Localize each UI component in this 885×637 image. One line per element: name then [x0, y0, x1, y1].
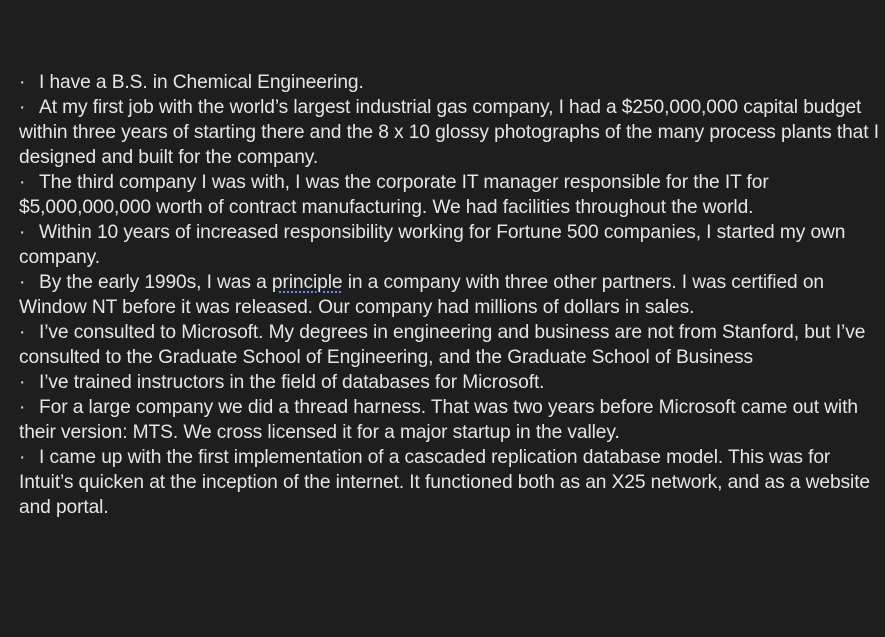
text-editor[interactable] — [19, 70, 881, 520]
list-item — [19, 95, 881, 170]
list-item-text-before: By the early 1990s, I was a — [39, 272, 272, 293]
list-item-text: Within 10 years of increased responsibility working for Fortune 500 companies, I started my own company. — [19, 222, 846, 268]
bullet-icon: · — [19, 72, 26, 93]
bullet-icon: · — [19, 272, 26, 293]
list-item-text: I came up with the first implementation of a cascaded replication database model. This was for Intuit’s quicken at the inception of the internet. It functioned both as an X25 network, and as a website and portal. — [19, 447, 871, 518]
spellcheck-flagged-word[interactable]: principle — [271, 272, 343, 293]
list-item-text: I’ve consulted to Microsoft. My degrees in engineering and business are not from Stanford, but I’ve consulted to the Graduate School of Engineering, and the Graduate School of Business — [19, 322, 866, 368]
list-item-text: I’ve trained instructors in the field of databases for Microsoft. — [39, 372, 545, 393]
list-item — [19, 445, 881, 520]
list-item-text: At my first job with the world’s largest industrial gas company, I had a $250,000,000 capital budget within three years of starting there and the 8 x 10 glossy photographs of the many process plants that I designed and built for the company. — [19, 97, 879, 168]
bullet-icon: · — [19, 222, 26, 243]
list-item-text-after: in a company with three other partners. I was certified on Window NT before it was released. Our company had millions of dollars in sales. — [19, 272, 824, 318]
bullet-icon: · — [19, 397, 26, 418]
bullet-icon: · — [19, 447, 26, 468]
list-item-text: I have a B.S. in Chemical Engineering. — [39, 72, 364, 93]
list-item-text: For a large company we did a thread harness. That was two years before Microsoft came out with their version: MTS. We cross licensed it for a major startup in the valley. — [19, 397, 858, 443]
list-item — [19, 270, 881, 320]
bullet-icon: · — [19, 172, 26, 193]
list-item — [19, 170, 881, 220]
list-item — [19, 220, 881, 270]
bullet-icon: · — [19, 322, 26, 343]
list-item — [19, 320, 881, 370]
bullet-icon: · — [19, 372, 26, 393]
list-item — [19, 370, 881, 395]
list-item-text: The third company I was with, I was the corporate IT manager responsible for the IT for $5,000,000,000 worth of contract manufacturing. We had facilities throughout the world. — [19, 172, 769, 218]
list-item — [19, 395, 881, 445]
list-item — [19, 70, 881, 95]
bullet-icon: · — [19, 97, 26, 118]
